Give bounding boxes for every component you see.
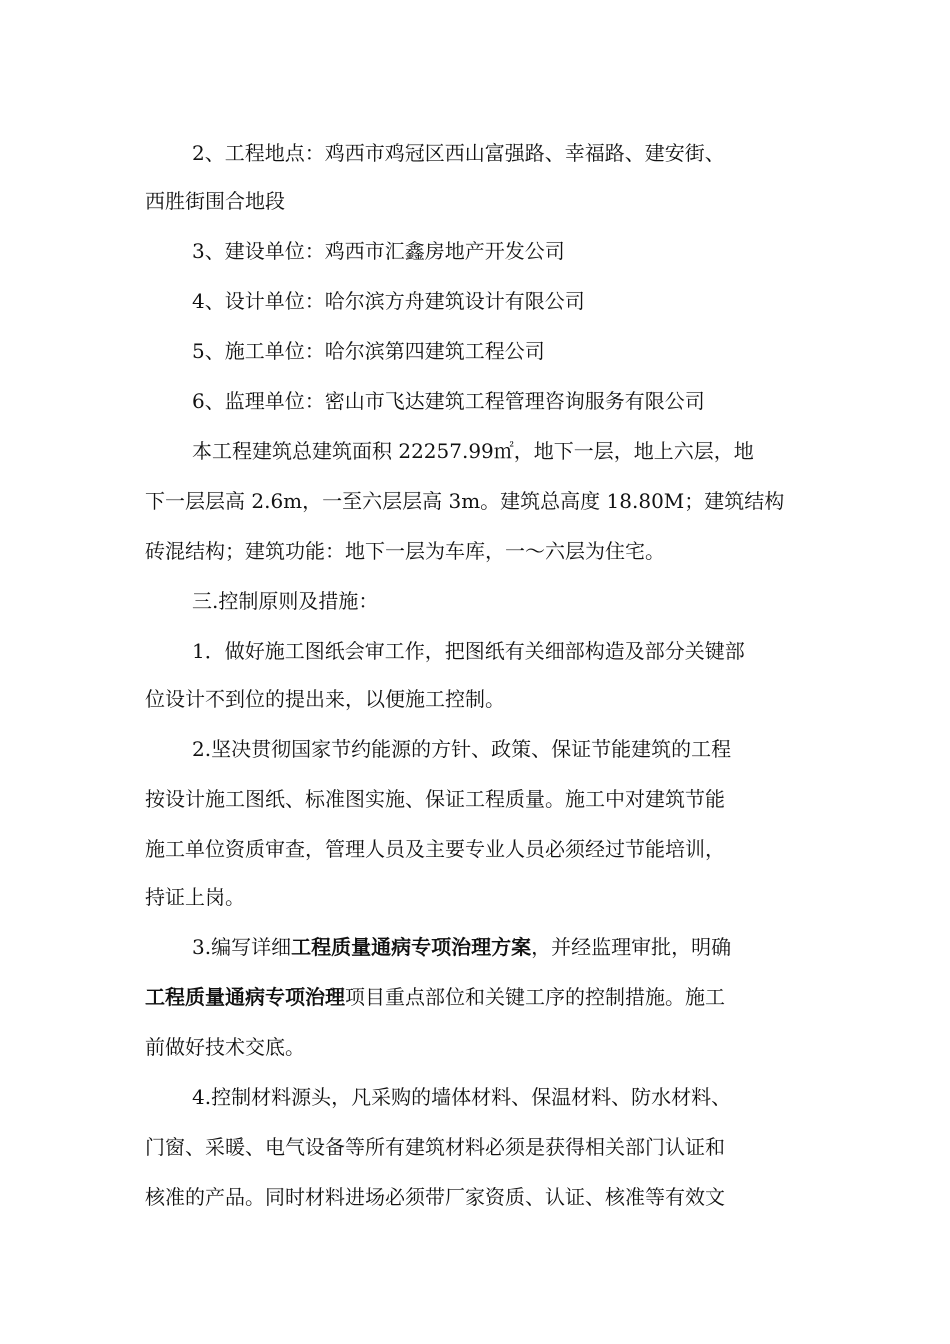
- design-unit-line: 4、设计单位：哈尔滨方舟建筑设计有限公司: [192, 289, 585, 313]
- measure-3-prefix: 3.编写详细: [192, 935, 292, 959]
- measure-3-line-1: [192, 934, 872, 960]
- measure-1-line-2: 位设计不到位的提出来，以便施工控制。: [145, 687, 505, 711]
- measure-3-line-2: [145, 984, 825, 1010]
- section-heading: 三.控制原则及措施：: [192, 589, 379, 613]
- project-location-line-1: 2、工程地点：鸡西市鸡冠区西山富强路、幸福路、建安街、: [192, 141, 725, 165]
- overview-line-1: 本工程建筑总建筑面积 22257.99㎡，地下一层，地上六层，地: [192, 439, 754, 463]
- contractor-unit-line: 5、施工单位：哈尔滨第四建筑工程公司: [192, 339, 545, 363]
- measure-3-approval-text: ，并经监理审批，明确: [531, 935, 732, 959]
- measure-4-line-1: 4.控制材料源头，凡采购的墙体材料、保温材料、防水材料、: [192, 1085, 732, 1109]
- measure-3-plan-title: 工程质量通病专项治理方案: [291, 935, 532, 959]
- measure-4-line-2: 门窗、采暖、电气设备等所有建筑材料必须是获得相关部门认证和: [145, 1135, 725, 1159]
- overview-line-2: 下一层层高 2.6m，一至六层层高 3m。建筑总高度 18.80M；建筑结构: [145, 489, 785, 513]
- measure-1-line-1: 1．做好施工图纸会审工作，把图纸有关细部构造及部分关键部: [192, 639, 745, 663]
- measure-4-line-3: 核准的产品。同时材料进场必须带厂家资质、认证、核准等有效文: [145, 1185, 725, 1209]
- measure-2-line-1: 2.坚决贯彻国家节约能源的方针、政策、保证节能建筑的工程: [192, 737, 732, 761]
- measure-2-line-2: 按设计施工图纸、标准图实施、保证工程质量。施工中对建筑节能: [145, 787, 725, 811]
- construction-unit-line: 3、建设单位：鸡西市汇鑫房地产开发公司: [192, 239, 565, 263]
- supervision-unit-line: 6、监理单位：密山市飞达建筑工程管理咨询服务有限公司: [192, 389, 705, 413]
- measure-2-line-4: 持证上岗。: [145, 885, 245, 909]
- measure-3-line-3: 前做好技术交底。: [145, 1035, 305, 1059]
- measure-2-line-3: 施工单位资质审查，管理人员及主要专业人员必须经过节能培训，: [145, 837, 725, 861]
- measure-3-treatment-title: 工程质量通病专项治理: [145, 985, 345, 1009]
- measure-3-control-text: 项目重点部位和关键工序的控制措施。施工: [345, 985, 725, 1009]
- overview-line-3: 砖混结构；建筑功能：地下一层为车库，一～六层为住宅。: [145, 539, 665, 563]
- project-location-line-2: 西胜街围合地段: [145, 189, 285, 213]
